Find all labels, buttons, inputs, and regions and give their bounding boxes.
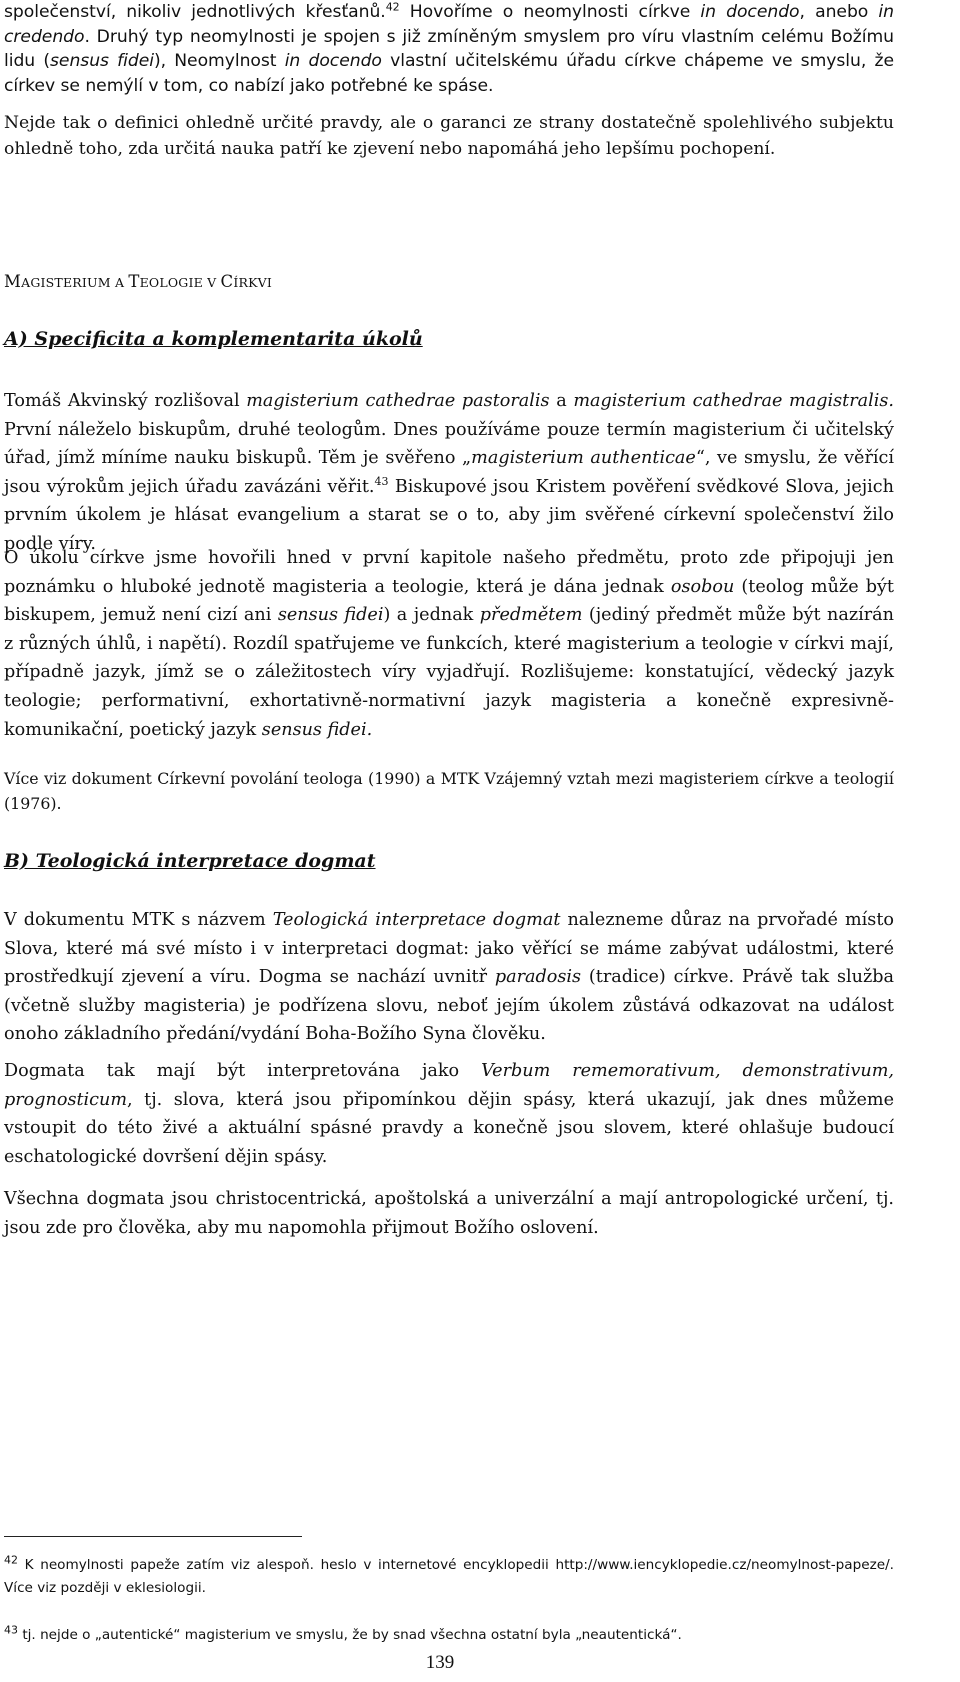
text-run: Dogmata tak mají být interpretována jako: [4, 1061, 482, 1081]
footnote-ref-42[interactable]: 42: [385, 0, 400, 14]
heading-cap: C: [220, 272, 234, 291]
footnote-divider: [4, 1536, 302, 1537]
text-run: “, ve smyslu, že věřící jsou výrokům jejich úřadu zavázáni věřit.: [4, 448, 894, 497]
italic-term: předmětem: [479, 605, 583, 626]
paragraph-christocentric: Všechna dogmata jsou christocentrická, apoštolská a univerzální a mají antropologické určení, tj. jsou zde pro člověka, aby mu napomohla přijmout Božího oslovení.: [4, 1189, 894, 1238]
text-run: , tj. slova, která jsou připomínkou dějin spásy, která ukazují, jak dnes můžeme vstoupit do této živé a aktuální spásné pravdy a konečně jsou slovem, které ohlašuje budoucí eschatologické dovršení dějin spásy.: [4, 1089, 894, 1167]
text-run: První náleželo biskupům, druhé teologům. Dnes používáme pouze termín magisterium či učitelský úřad, jímž míníme nauku biskupů. Těm je svěřeno „: [4, 419, 894, 469]
text-run: (teolog může být biskupem, jemuž není cizí ani: [4, 576, 894, 626]
italic-term: osobou: [670, 576, 735, 597]
text-run: nalezneme důraz na prvořadé místo Slova, které má své místo i v interpretaci dogmat: jako věřící se máme zabývat událostmi, které prostředkují zjevení a víru. Dogma se nachází uvnitř: [4, 910, 894, 988]
italic-term: sensus fidei: [277, 605, 384, 626]
footnote-text: tj. nejde o „autentické“ magisterium ve smyslu, že by snad všechna ostatní byla „neautentická“.: [18, 1627, 682, 1643]
paragraph-infallibility: [4, 0, 894, 98]
heading-smallcaps: AGISTERIUM A: [21, 275, 129, 290]
paragraph-unity: [4, 544, 894, 744]
subheading-a: A) Specificita a komplementarita úkolů: [4, 328, 423, 350]
text-run: vlastní učitelskému úřadu církve chápeme ve smyslu, že církev se nemýlí v tom, co nabízí jako potřebné ke spáse.: [4, 51, 894, 96]
paragraph-akvinsky: [4, 387, 894, 559]
italic-term: magisterium cathedrae magistralis.: [573, 391, 894, 411]
heading-cap: T: [128, 272, 140, 291]
heading-smallcaps: EOLOGIE V: [139, 275, 221, 290]
footnote-43: [4, 1624, 894, 1647]
text-run: a: [549, 391, 574, 411]
italic-term: sensus fidei: [50, 51, 154, 71]
text-run: (jediný předmět může být nazírán z různých úhlů, i napětí). Rozdíl spatřujeme ve funkcích, které magisterium a teologie v církvi mají, případně jazyk, jímž se o záležitostech víry vyjadřují. Rozlišujeme: konstatující, vědecký jazyk teologie; performativní, exhortativně-normativní jazyk magisteria a konečně expresivně-komunikační, poetický jazyk: [4, 605, 894, 740]
text-run: , anebo: [799, 2, 879, 22]
text-run: Tomáš Akvinský rozlišoval: [4, 391, 247, 411]
italic-term: in docendo: [700, 2, 800, 22]
page-number: 139: [425, 1652, 455, 1673]
italic-term: sensus fidei.: [261, 719, 373, 740]
paragraph-definition: Nejde tak o definici ohledně určité pravdy, ale o garanci ze strany dostatečně spolehlivého subjektu ohledně toho, zda určitá nauka patří ke zjevení nebo napomáhá jeho lepšímu pochopení.: [4, 113, 894, 159]
text-run: (tradice) církve. Právě tak služba (včetně služby magisteria) je podřízena slovu, neboť jejím úkolem zůstává odkazovat na událost onoho základního předání/vydání Boha-Božího Syna člověku.: [4, 967, 894, 1045]
paragraph-verbum: [4, 1057, 894, 1171]
footnote-42: [4, 1554, 894, 1600]
subheading-b: B) Teologická interpretace dogmat: [4, 850, 376, 872]
italic-term: paradosis: [494, 967, 582, 988]
text-run: . Druhý typ neomylnosti je spojen s již zmíněným smyslem pro víru vlastním celému Božímu lidu (: [4, 26, 894, 71]
text-run: V dokumentu MTK s názvem: [4, 910, 273, 930]
italic-term: Teologická interpretace dogmat: [272, 910, 561, 930]
section-heading: [4, 272, 894, 291]
footnote-number: 42: [4, 1553, 18, 1567]
italic-term: Verbum rememorativum, demonstrativum, prognosticum: [4, 1061, 894, 1110]
text-run: ), Neomylnost: [153, 51, 285, 71]
paragraph-mtk: [4, 906, 894, 1049]
italic-term: magisterium cathedrae pastoralis: [246, 391, 550, 411]
footnote-number: 43: [4, 1623, 18, 1637]
heading-cap: M: [4, 272, 22, 291]
italic-term: in docendo: [284, 51, 382, 71]
text-run: Biskupové jsou Kristem pověření svědkové Slova, jejich prvním úkolem je hlásat evangelium a starat se o to, aby jim svěřené církevní společenství žilo podle víry.: [4, 476, 894, 554]
text-run: O úkolu církve jsme hovořili hned v první kapitole našeho předmětu, proto zde připojuji jen poznámku o hluboké jednotě magisteria a teologie, která je dána jednak: [4, 548, 894, 597]
heading-smallcaps: ÍRKVI: [233, 275, 272, 290]
footnote-text: K neomylnosti papeže zatím viz alespoň. heslo v internetové encyklopedii http://www.iencyklopedie.cz/neomylnost-papeze/. Více viz později v eklesiologii.: [4, 1557, 894, 1596]
text-run: ) a jednak: [383, 605, 480, 626]
italic-term: in credendo: [4, 2, 894, 47]
footnote-ref-43[interactable]: 43: [374, 474, 389, 488]
text-run: společenství, nikoliv jednotlivých křesťanů.: [4, 2, 386, 22]
text-run: Hovoříme o neomylnosti církve: [399, 2, 701, 22]
italic-term: magisterium authenticae: [471, 448, 696, 469]
reference-note: Více viz dokument Církevní povolání teologa (1990) a MTK Vzájemný vztah mezi magisteriem církve a teologií (1976).: [4, 769, 894, 813]
